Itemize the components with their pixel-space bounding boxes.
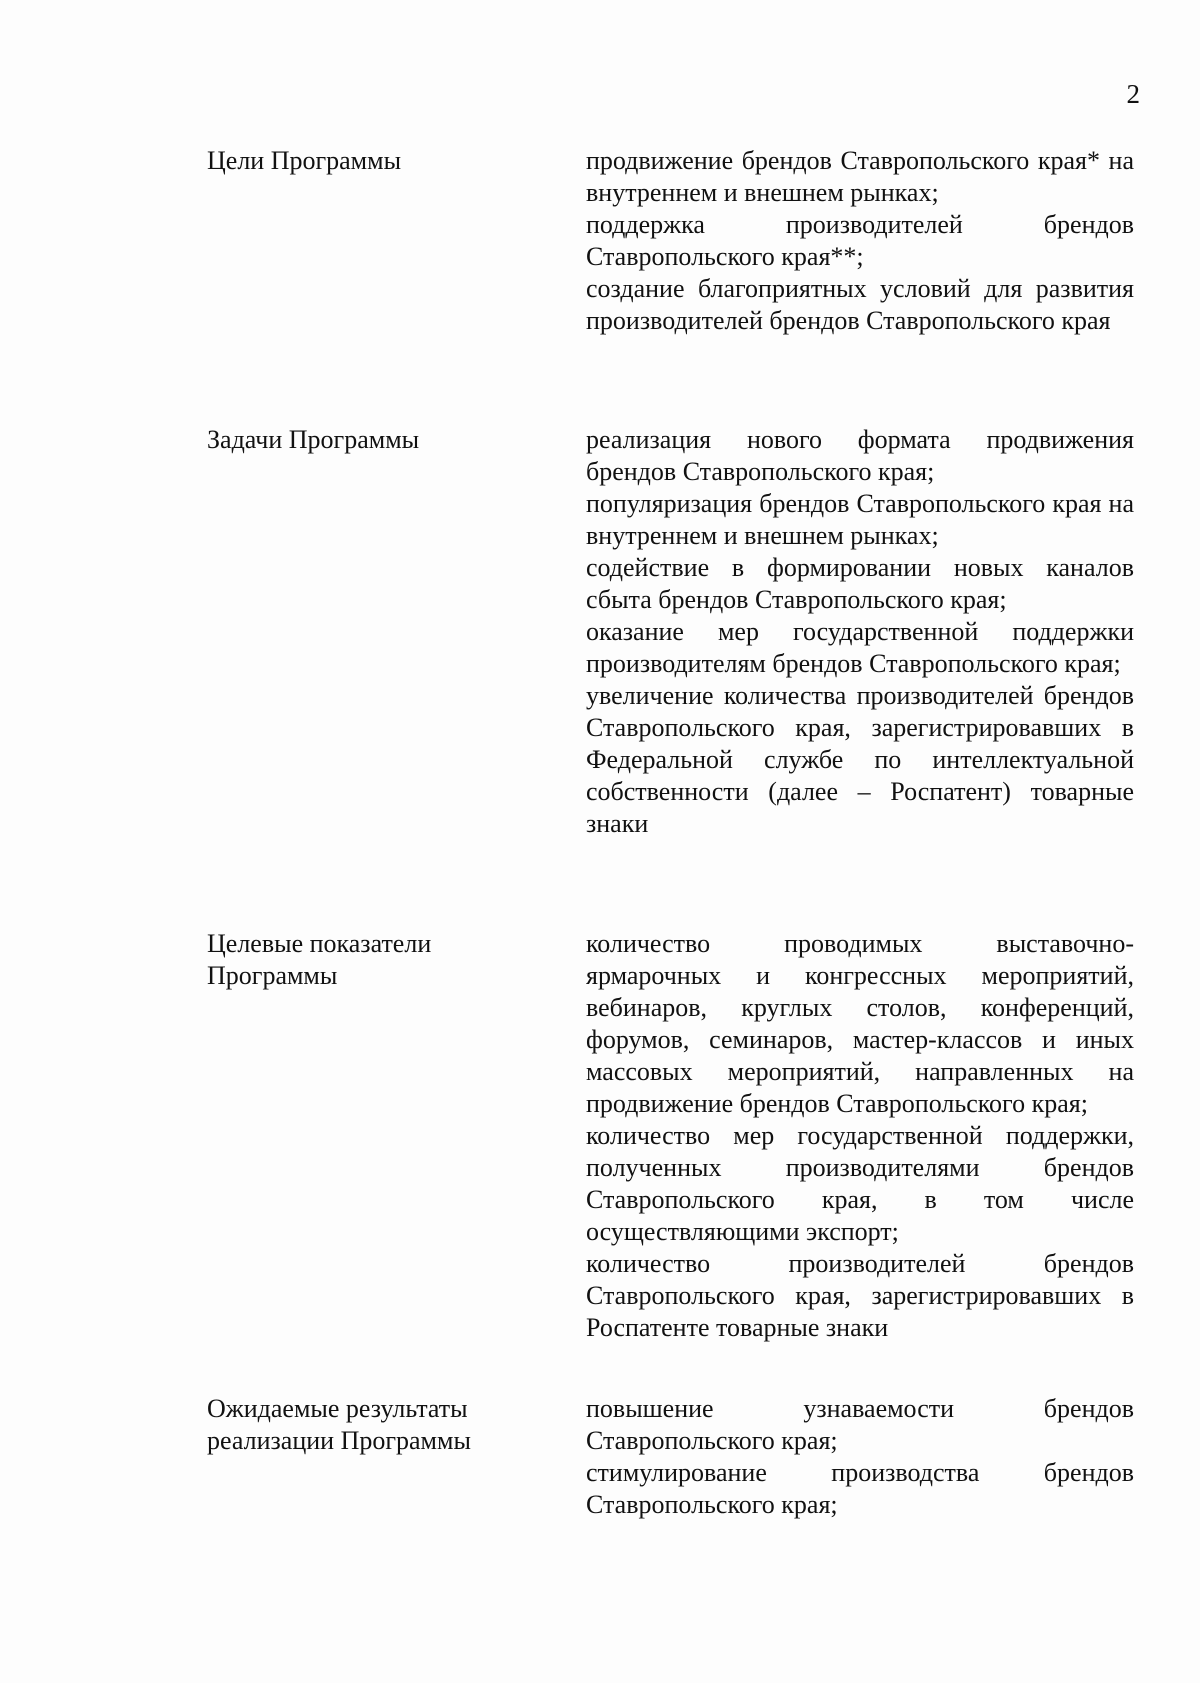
content-item: поддержка производителей брендов Ставропольского края**; (586, 210, 1134, 271)
content-item: популяризация брендов Ставропольского края на внутреннем и внешнем рынках; (586, 489, 1134, 550)
content-item: создание благоприятных условий для развития производителей брендов Ставропольского края (586, 274, 1134, 335)
content-item: продвижение брендов Ставропольского края* на внутреннем и внешнем рынках; (586, 146, 1134, 207)
page-number: 2 (1126, 79, 1140, 109)
content-item: реализация нового формата продвижения брендов Ставропольского края; (586, 425, 1134, 486)
content-item: увеличение количества производителей брендов Ставропольского края, зарегистрировавших в Федеральной службе по интеллектуальной собственности (далее – Роспатент) товарные знаки (586, 681, 1134, 838)
content-item: оказание мер государственной поддержки производителям брендов Ставропольского края; (586, 617, 1134, 678)
section-label: Ожидаемые результаты реализации Программы (207, 1394, 471, 1455)
section-content (586, 145, 1134, 337)
section-label: Цели Программы (207, 146, 402, 175)
section-label: Задачи Программы (207, 425, 420, 454)
content-item: количество проводимых выставочно-ярмарочных и конгрессных мероприятий, вебинаров, круглых столов, конференций, форумов, семинаров, мастер-классов и иных массовых мероприятий, направленных на продвижение брендов Ставропольского края; (586, 929, 1134, 1118)
content-item: стимулирование производства брендов Ставропольского края; (586, 1458, 1134, 1519)
content-item: количество мер государственной поддержки, полученных производителями брендов Ставропольского края, в том числе осуществляющими экспорт; (586, 1121, 1134, 1246)
content-item: количество производителей брендов Ставропольского края, зарегистрировавших в Роспатенте товарные знаки (586, 1249, 1134, 1342)
content-item: повышение узнаваемости брендов Ставропольского края; (586, 1394, 1134, 1455)
section-content (586, 1393, 1134, 1521)
section-content (586, 424, 1134, 840)
content-item: содействие в формировании новых каналов сбыта брендов Ставропольского края; (586, 553, 1134, 614)
section-label: Целевые показатели Программы (207, 929, 432, 990)
section-content (586, 928, 1134, 1344)
